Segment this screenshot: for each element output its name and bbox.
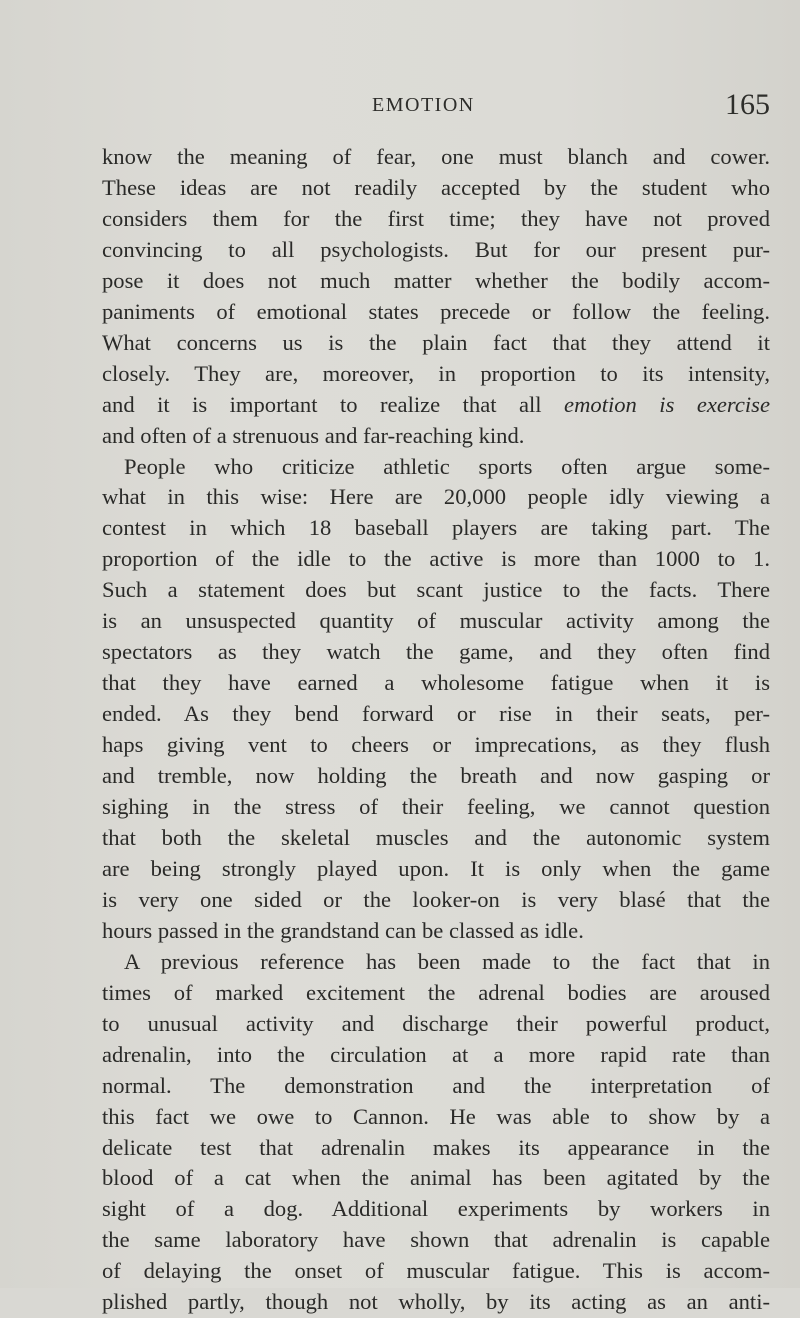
text-line: adrenalin, into the circulation at a more rapid rate than bbox=[102, 1041, 770, 1067]
text-line: Such a statement does but scant justice to the facts. There bbox=[102, 577, 770, 603]
text-line: spectators as they watch the game, and they often find bbox=[102, 639, 770, 665]
paragraph-first-line: People who criticize athletic sports often argue some- bbox=[124, 453, 770, 479]
paragraph-first-line: A previous reference has been made to the fact that in bbox=[124, 948, 770, 974]
text-line: times of marked excitement the adrenal bodies are aroused bbox=[102, 979, 770, 1005]
text-line: hours passed in the grandstand can be classed as idle. bbox=[102, 917, 584, 943]
text-line: sighing in the stress of their feeling, we cannot question bbox=[102, 794, 770, 820]
text-line: These ideas are not readily accepted by the student who bbox=[102, 174, 770, 200]
text-line: know the meaning of fear, one must blanch and cower. bbox=[102, 144, 770, 169]
text-line: proportion of the idle to the active is more than 1000 to 1. bbox=[102, 546, 770, 572]
text-line: that both the skeletal muscles and the autonomic system bbox=[102, 824, 770, 850]
text-line: paniments of emotional states precede or follow the feeling. bbox=[102, 298, 770, 324]
emphasized-phrase: emotion is exercise bbox=[564, 391, 770, 417]
text-line: that they have earned a wholesome fatigue when it is bbox=[102, 670, 770, 696]
text-line: blood of a cat when the animal has been agitated by the bbox=[102, 1165, 770, 1191]
text-line: plished partly, though not wholly, by its acting as an anti- bbox=[102, 1289, 770, 1315]
body-text bbox=[102, 142, 770, 1318]
text-line: closely. They are, moreover, in proportion to its intensity, bbox=[102, 360, 770, 386]
text-line: normal. The demonstration and the interpretation of bbox=[102, 1072, 770, 1098]
text-line: of delaying the onset of muscular fatigue. This is accom- bbox=[102, 1258, 770, 1284]
text-line: is very one sided or the looker-on is very blasé that the bbox=[102, 886, 770, 912]
text-line: and tremble, now holding the breath and now gasping or bbox=[102, 763, 770, 789]
text-line: to unusual activity and discharge their powerful product, bbox=[102, 1010, 770, 1036]
text-line: delicate test that adrenalin makes its appearance in the bbox=[102, 1134, 770, 1160]
text-line: and often of a strenuous and far-reaching kind. bbox=[102, 422, 525, 448]
text-line: this fact we owe to Cannon. He was able to show by a bbox=[102, 1103, 770, 1129]
text-line: What concerns us is the plain fact that they attend it bbox=[102, 329, 770, 355]
text-line: considers them for the first time; they have not proved bbox=[102, 205, 770, 231]
text-line: haps giving vent to cheers or imprecations, as they flush bbox=[102, 732, 770, 758]
text-line: what in this wise: Here are 20,000 people idly viewing a bbox=[102, 484, 770, 510]
text-line: are being strongly played upon. It is only when the game bbox=[102, 855, 770, 881]
page-number: 165 bbox=[725, 88, 770, 121]
text-line: convincing to all psychologists. But for our present pur- bbox=[102, 236, 770, 262]
running-head bbox=[100, 88, 770, 128]
text-line: sight of a dog. Additional experiments by workers in bbox=[102, 1196, 770, 1222]
text-line: is an unsuspected quantity of muscular activity among the bbox=[102, 608, 770, 634]
text-line: pose it does not much matter whether the bodily accom- bbox=[102, 267, 770, 293]
text-line-with-emphasis bbox=[102, 390, 770, 421]
running-head-title: EMOTION bbox=[372, 94, 475, 116]
text-line: ended. As they bend forward or rise in their seats, per- bbox=[102, 701, 770, 727]
text-run: and it is important to realize that all bbox=[102, 391, 565, 417]
text-line: the same laboratory have shown that adrenalin is capable bbox=[102, 1227, 770, 1253]
text-line: contest in which 18 baseball players are taking part. The bbox=[102, 515, 770, 541]
